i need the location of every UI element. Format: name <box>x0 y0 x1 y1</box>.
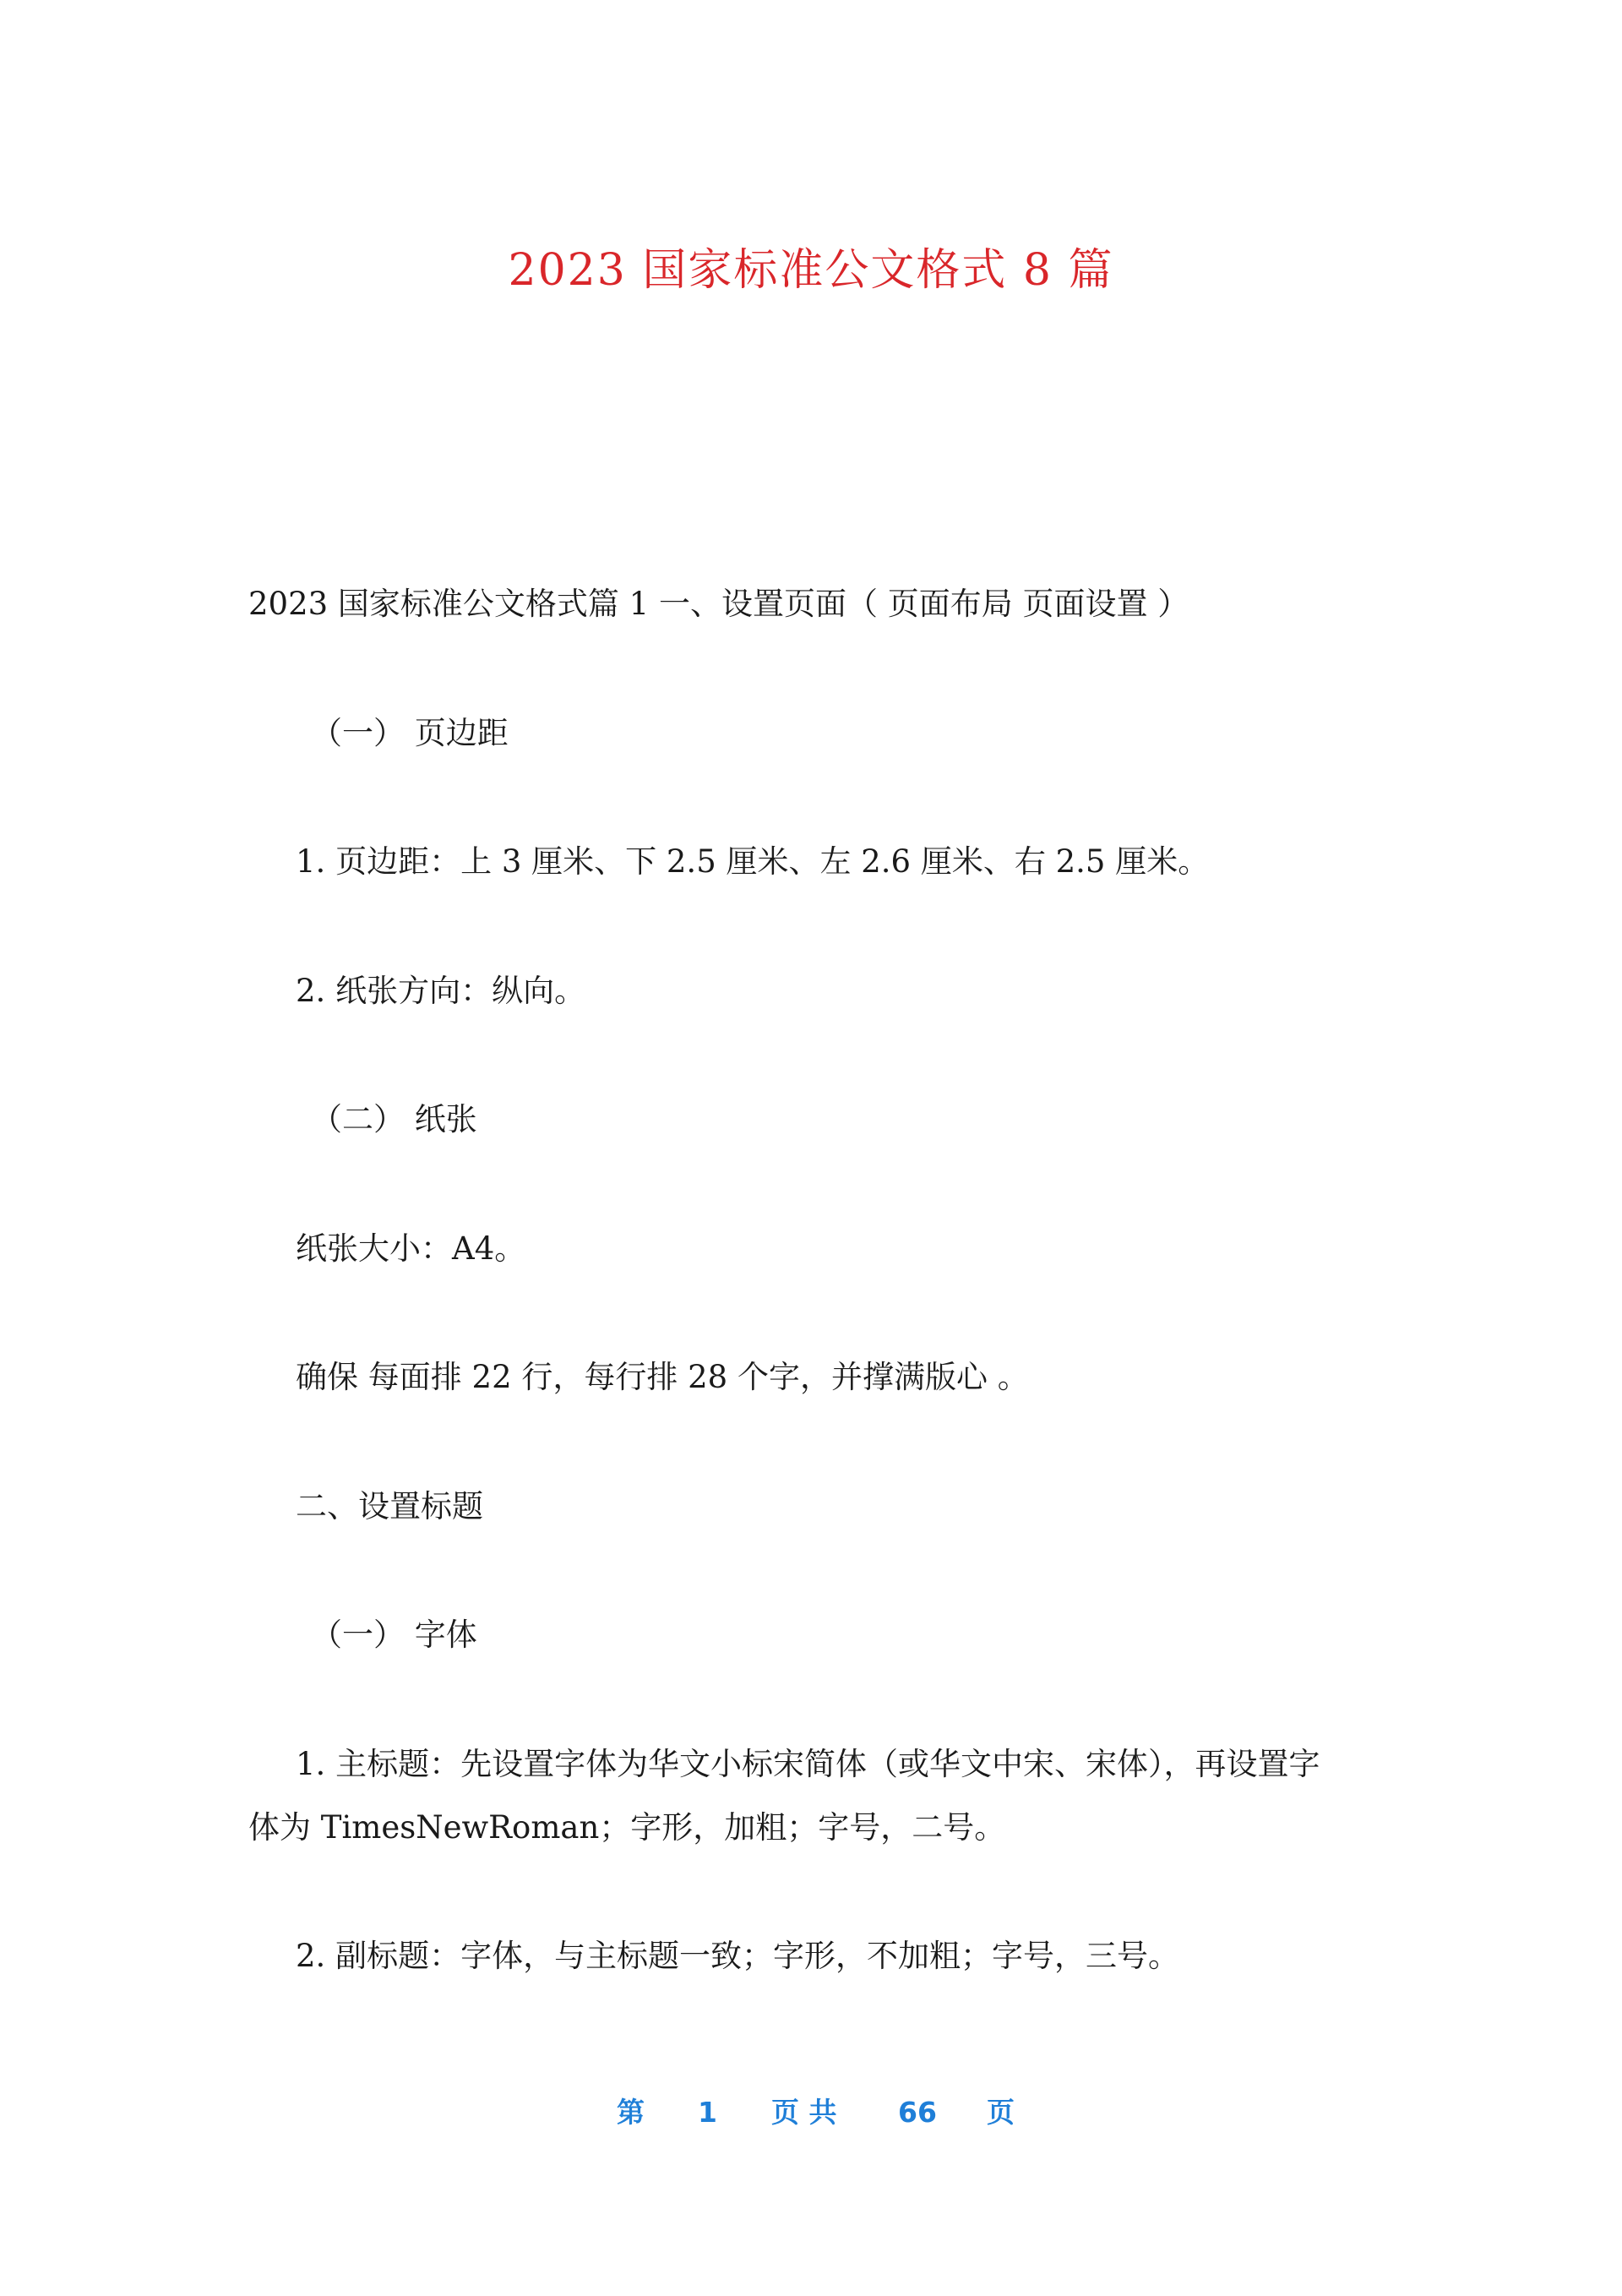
paragraph-lines-per-page: 确保 每面排 22 行，每行排 28 个字，并撑满版心 。 <box>296 1359 1029 1395</box>
paragraph-paper-size: 纸张大小：A4。 <box>296 1230 526 1267</box>
footer-page-number: 1 <box>698 2096 717 2129</box>
footer-page-middle: 页 共 <box>771 2096 837 2129</box>
paragraph-subtitle: 2. 副标题：字体，与主标题一致；字形，不加粗；字号，三号。 <box>296 1938 1180 1974</box>
section-heading-2: 二、设置标题 <box>296 1488 483 1524</box>
footer-page-prefix: 第 <box>617 2096 645 2129</box>
paragraph-margins: 1. 页边距：上 3 厘米、下 2.5 厘米、左 2.6 厘米、右 2.5 厘米。 <box>296 843 1210 880</box>
subheading-page-margin: （一） 页边距 <box>311 715 509 751</box>
footer-page-total: 66 <box>898 2096 937 2129</box>
paragraph-main-title-2: 体为 TimesNewRoman；字形，加粗；字号，二号。 <box>248 1809 1006 1846</box>
subheading-font: （一） 字体 <box>311 1617 477 1653</box>
paragraph-orientation: 2. 纸张方向：纵向。 <box>296 973 586 1009</box>
subheading-paper: （二） 纸张 <box>311 1101 477 1137</box>
paragraph-main-title-1: 1. 主标题：先设置字体为华文小标宋简体（或华文中宋、宋体），再设置字 <box>296 1746 1320 1782</box>
document-title: 2023 国家标准公文格式 8 篇 <box>508 245 1114 296</box>
page-footer <box>0 2087 1622 2138</box>
section-heading-1: 2023 国家标准公文格式篇 1 一、设置页面（ 页面布局 页面设置 ） <box>248 586 1189 622</box>
footer-page-suffix: 页 <box>987 2096 1015 2129</box>
